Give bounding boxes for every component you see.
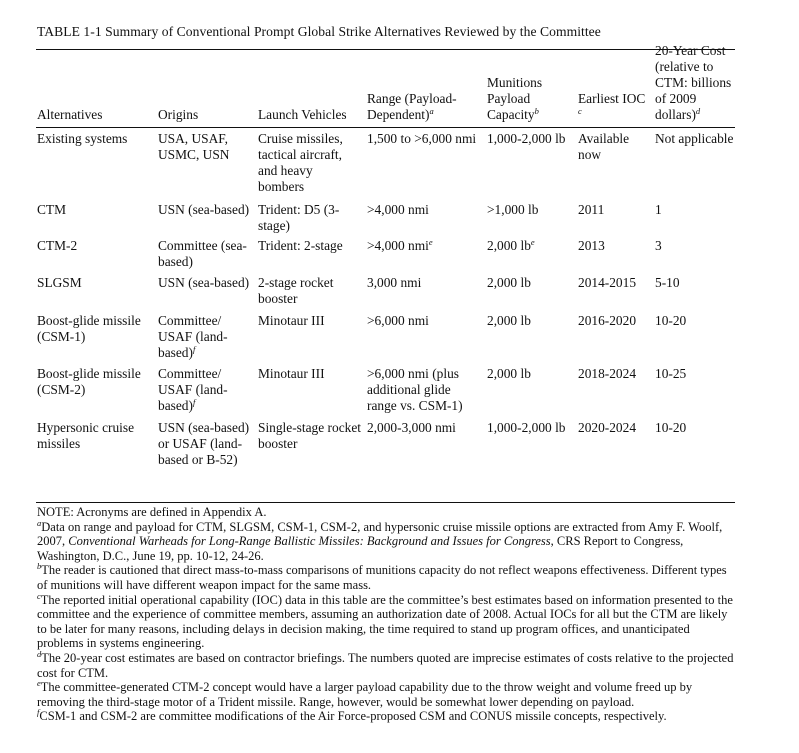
cell-alternative: Boost-glide missile (CSM-2) xyxy=(37,366,141,397)
cell-origins: USA, USAF, USMC, USN xyxy=(158,131,230,162)
cell-launch-vehicle: 2-stage rocket booster xyxy=(258,275,334,306)
cell-origins: Committee (sea-based) xyxy=(158,238,247,269)
footnote-e: $^e$The committee-generated CTM-2 concept would have a larger payload capability due to the throw weight and volume freed up by removing the third-stage motor of a Trident missile. Range, however, would be somewhat lower depending on payload. xyxy=(37,678,693,709)
cell-origins: USN (sea-based) or USAF (land-based or B-52) xyxy=(158,420,250,467)
cell-range: 3,000 nmi xyxy=(367,275,422,290)
cell-munitions: 2,000 $lb^e$ xyxy=(487,237,535,253)
cell-origins: Committee/ USAF (land-based)$^f$ xyxy=(158,313,228,360)
footnote-a: $^a$Data on range and payload for CTM, SLGSM, CSM-1, CSM-2, and hypersonic cruise missile options are extracted from Amy F. Woolf, 2007, Conventional Warheads for Long-Range Ballistic Missiles: Background and Issues for Congress, CRS Report to Congress, Washington, D.C., June 19, pp. 10-12, 24-26. xyxy=(37,517,723,563)
header-range-label: Range (Payload-Dependent) xyxy=(367,91,457,122)
cell-alternative: Boost-glide missile (CSM-1) xyxy=(37,313,141,344)
header-range xyxy=(367,53,481,123)
cell-cost: 5-10 xyxy=(655,275,680,290)
cell-ioc: 2018-2024 xyxy=(578,366,637,381)
footnote-marker: c xyxy=(578,106,582,116)
note-acronyms: NOTE: Acronyms are defined in Appendix A. xyxy=(37,505,267,519)
cell-range: >6,000 nmi (plus additional glide range vs. CSM-1) xyxy=(367,366,463,413)
header-alternatives: Alternatives xyxy=(37,107,103,122)
cell-ioc: Available now xyxy=(578,131,630,162)
cell-munitions: 1,000-2,000 lb xyxy=(487,420,566,435)
cell-origins: USN (sea-based) xyxy=(158,202,250,217)
header-ioc-label: Earliest IOC xyxy=(578,91,646,106)
footnote-d: $^d$The 20-year cost estimates are based on contractor briefings. The numbers quoted are imprecise estimates of costs relative to the projected cost for CTM. xyxy=(37,648,734,680)
cell-origins: USN (sea-based) xyxy=(158,275,250,290)
header-launch-vehicles: Launch Vehicles xyxy=(258,107,347,122)
table-title: TABLE 1-1 Summary of Conventional Prompt Global Strike Alternatives Reviewed by the Committee xyxy=(37,24,601,39)
cell-munitions: 2,000 lb xyxy=(487,366,531,381)
cell-alternative: CTM-2 xyxy=(37,238,78,253)
cell-launch-vehicle: Cruise missiles, tactical aircraft, and heavy bombers xyxy=(258,131,343,194)
cell-munitions: 2,000 lb xyxy=(487,275,531,290)
header-ioc xyxy=(578,53,650,123)
cell-range: 2,000-3,000 nmi xyxy=(367,420,456,435)
footnote-c: $^c$The reported initial operational capability (IOC) data in this table are the committee’s best estimates based on information presented to the committee and the experience of committee members, assuming an authorization date of 2008. Actual IOCs for all but the CTM are likely to be later for many reasons, including delays in decision making, the time required to stand up program offices, and unanticipated problems in systems engineering. xyxy=(37,590,733,651)
cell-range: 1,500 to >6,000 nmi xyxy=(367,131,477,146)
cell-launch-vehicle: Minotaur III xyxy=(258,313,325,328)
cell-munitions: 2,000 lb xyxy=(487,313,531,328)
cell-munitions: 1,000-2,000 lb xyxy=(487,131,566,146)
cell-launch-vehicle: Trident: D5 (3-stage) xyxy=(258,202,340,233)
cell-cost: 10-25 xyxy=(655,366,687,381)
header-cost-label: 20-Year Cost (relative to CTM: billions of 2009 dollars) xyxy=(655,43,732,122)
cell-ioc: 2011 xyxy=(578,202,605,217)
cell-launch-vehicle: Single-stage rocket booster xyxy=(258,420,361,451)
cell-launch-vehicle: Minotaur III xyxy=(258,366,325,381)
cell-launch-vehicle: Trident: 2-stage xyxy=(258,238,343,253)
top-rule xyxy=(36,49,735,50)
cell-alternative: SLGSM xyxy=(37,275,82,290)
cited-report-title: Conventional Warheads for Long-Range Ballistic Missiles: Background and Issues for Congress xyxy=(68,534,551,549)
header-rule xyxy=(36,127,735,128)
table-notes xyxy=(37,505,737,724)
cell-cost: 3 xyxy=(655,238,662,253)
footnote-marker: a xyxy=(429,106,434,116)
cell-range: >4,000 nmi xyxy=(367,202,429,217)
header-munitions xyxy=(487,53,573,123)
cell-ioc: 2016-2020 xyxy=(578,313,637,328)
cell-ioc: 2020-2024 xyxy=(578,420,637,435)
cell-range: >4,000 nmi$^e$ xyxy=(367,237,433,253)
cell-cost: 10-20 xyxy=(655,313,687,328)
footnote-marker: b xyxy=(534,106,539,116)
footnote-marker: d xyxy=(695,106,701,116)
footnote-f: $^f$CSM-1 and CSM-2 are committee modifications of the Air Force-proposed CSM and CONUS missile concepts, respectively. xyxy=(37,707,667,724)
header-cost xyxy=(655,43,735,123)
cell-origins: Committee/ USAF (land-based)$^f$ xyxy=(158,366,228,413)
cell-alternative: CTM xyxy=(37,202,67,217)
cell-munitions: >1,000 lb xyxy=(487,202,539,217)
cell-ioc: 2014-2015 xyxy=(578,275,637,290)
header-munitions-label: Munitions Payload Capacity xyxy=(487,75,543,122)
cell-cost: Not applicable xyxy=(655,131,734,146)
cell-cost: 1 xyxy=(655,202,662,217)
cell-range: >6,000 nmi xyxy=(367,313,429,328)
cell-cost: 10-20 xyxy=(655,420,687,435)
bottom-rule xyxy=(36,502,735,503)
cell-alternative: Existing systems xyxy=(37,131,128,146)
cell-alternative: Hypersonic cruise missiles xyxy=(37,420,135,451)
cell-ioc: 2013 xyxy=(578,238,605,253)
footnote-b: $^b$The reader is cautioned that direct mass-to-mass comparisons of munitions capacity do not reflect weapons effectiveness. Different types of munitions will have different weapon impact for the same mass. xyxy=(37,561,727,592)
header-origins: Origins xyxy=(158,107,199,122)
